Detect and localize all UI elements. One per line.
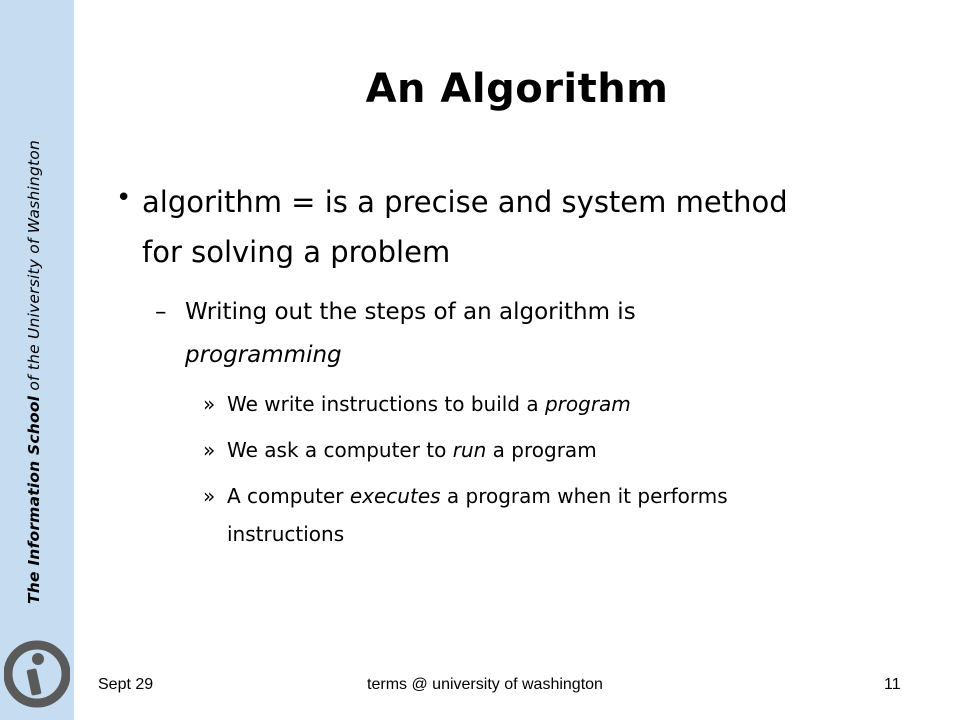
item-3-after: a program when it performs (440, 484, 728, 508)
item-3-line-2: instructions (227, 522, 345, 546)
sub-bullet-line-2: programming (185, 342, 342, 368)
item-3-text: A computer (227, 484, 350, 508)
bullet-marker: • (116, 183, 132, 213)
page-number: 11 (884, 676, 901, 693)
school-name-rest: of the University of Washington (25, 140, 43, 396)
item-3-italic: executes (349, 484, 441, 508)
item-1-text: We write instructions to build a (227, 392, 545, 416)
bullet-text-line-1: algorithm = is a precise and system method (142, 185, 788, 219)
sidebar (0, 0, 74, 720)
item-3 (227, 480, 887, 513)
sub-bullet-line-1: Writing out the steps of an algorithm is (185, 299, 636, 325)
bullet-text-line-2: for solving a problem (142, 235, 451, 269)
item-chevron: » (203, 484, 216, 508)
sub-bullet-dash: – (155, 299, 167, 325)
item-2 (227, 434, 887, 467)
item-2-italic: run (452, 438, 487, 462)
footer-date: Sept 29 (98, 676, 154, 693)
school-name-bold: The Information School (25, 395, 43, 604)
item-2-text: We ask a computer to (227, 438, 453, 462)
item-chevron: » (203, 392, 216, 416)
item-1 (227, 388, 887, 421)
item-1-italic: program (544, 392, 631, 416)
item-chevron: » (203, 438, 216, 462)
slide-title: An Algorithm (365, 66, 669, 112)
item-2-after: a program (486, 438, 597, 462)
school-name (25, 140, 43, 604)
footer-center-text: terms @ university of washington (367, 676, 603, 693)
